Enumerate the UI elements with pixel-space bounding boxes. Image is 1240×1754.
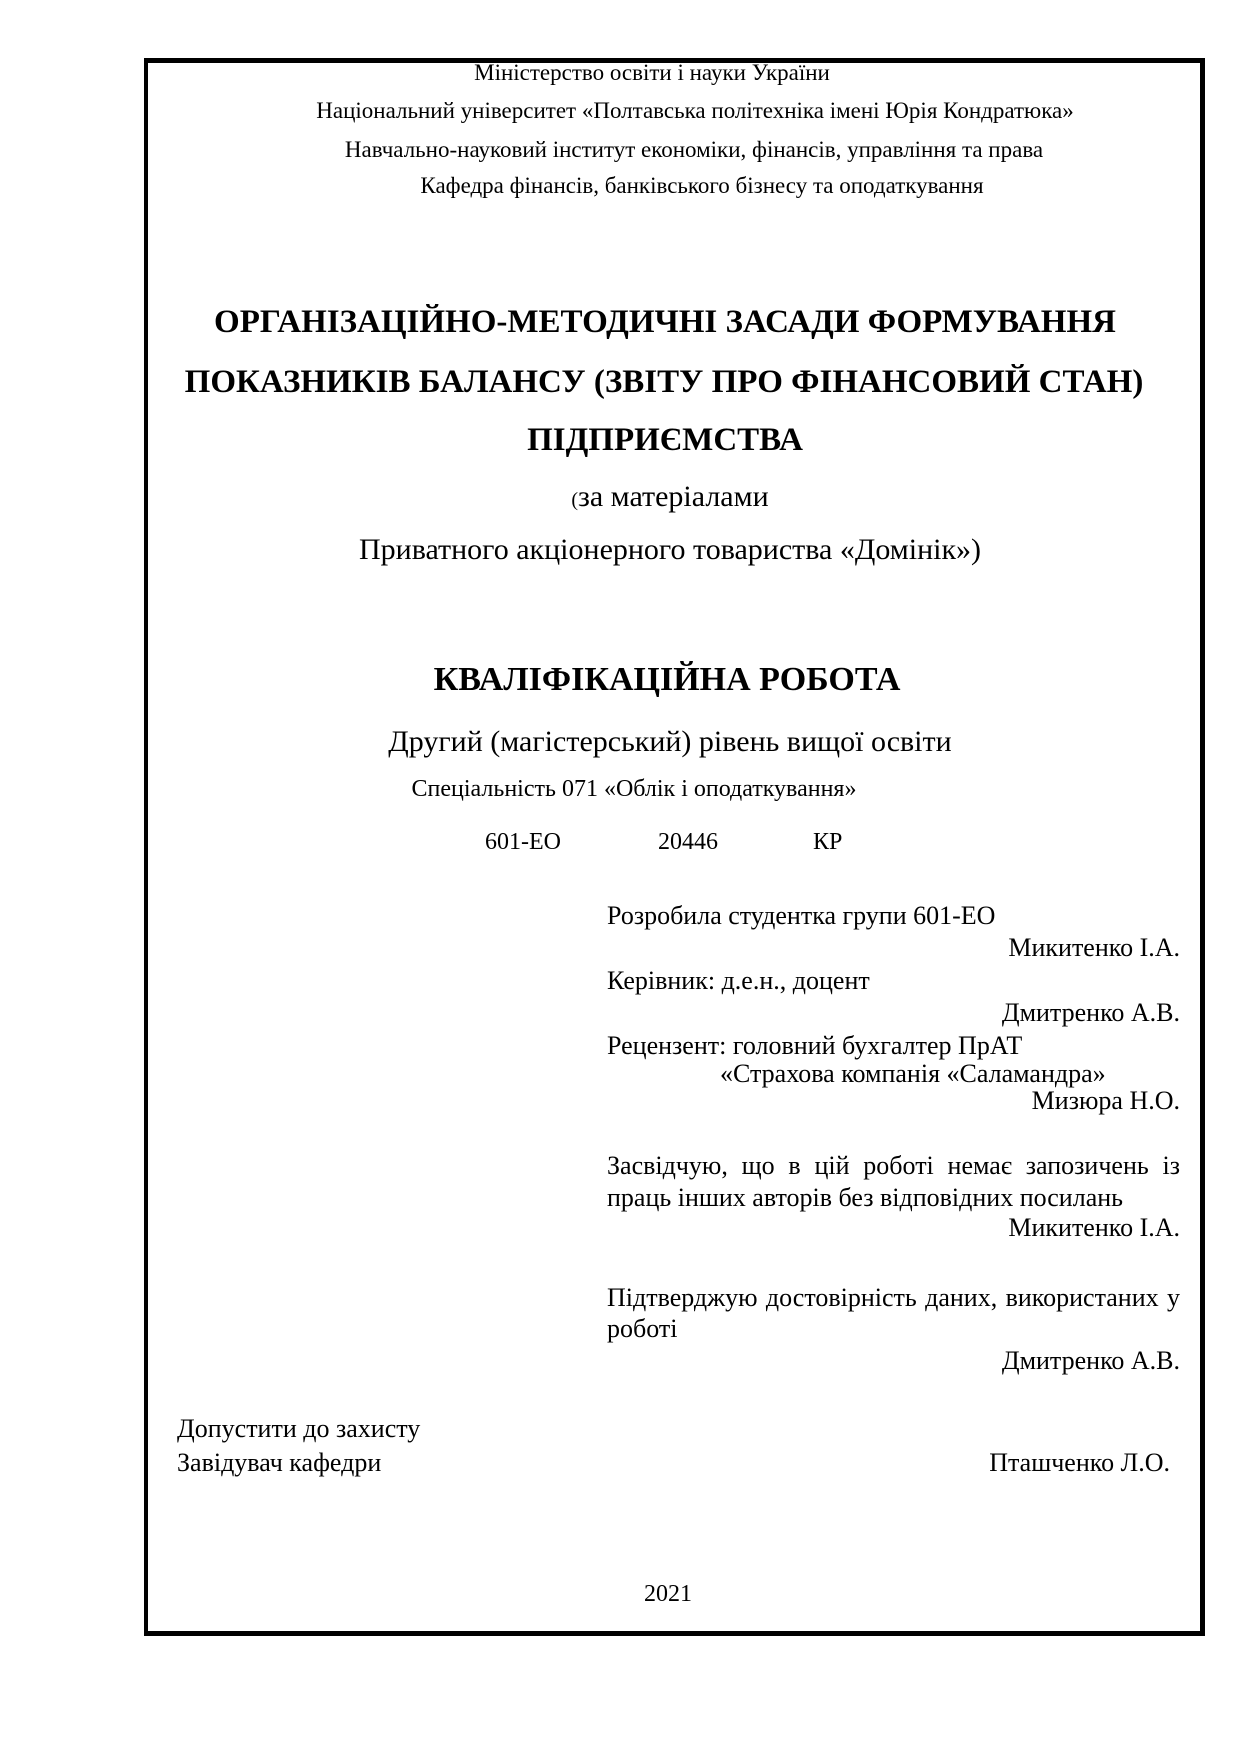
thesis-title-line-2: ПОКАЗНИКІВ БАЛАНСУ (ЗВІТУ ПРО ФІНАНСОВИЙ СТАН) (184, 364, 1144, 400)
work-type-heading: КВАЛІФІКАЦІЙНА РОБОТА (433, 661, 901, 698)
reliability-statement-line-2: роботі (607, 1314, 678, 1343)
reviewer-organization: «Страхова компанія «Саламандра» (720, 1059, 1106, 1088)
developer-name: Микитенко І.А. (1008, 933, 1180, 962)
originality-statement-line-1: Засвідчую, що в цій роботі немає запозичень із (607, 1151, 1180, 1180)
institute-name: Навчально-науковий інститут економіки, фінансів, управління та права (344, 137, 1044, 162)
specialty: Спеціальність 071 «Облік і оподаткування» (411, 776, 857, 802)
materials-paren: ( (571, 489, 579, 511)
code-group: 601-ЕО (485, 829, 561, 855)
year: 2021 (644, 1581, 692, 1607)
admission-label: Допустити до захисту (177, 1414, 421, 1443)
head-of-department-label: Завідувач кафедри (177, 1448, 382, 1477)
reviewer-name: Мизюра Н.О. (1031, 1086, 1180, 1115)
education-level: Другий (магістерський) рівень вищої освіти (388, 725, 952, 758)
materials-text: за матеріалами (578, 480, 769, 513)
ministry-name: Міністерство освіти і науки України (474, 60, 830, 85)
company-line: Приватного акціонерного товариства «Домінік») (358, 533, 982, 566)
originality-statement-line-2: праць інших авторів без відповідних посилань (607, 1183, 1124, 1212)
supervisor-name: Дмитренко А.В. (1001, 998, 1180, 1027)
materials-line (571, 482, 768, 512)
originality-signer: Микитенко І.А. (1008, 1213, 1180, 1242)
thesis-title-line-1: ОРГАНІЗАЦІЙНО-МЕТОДИЧНІ ЗАСАДИ ФОРМУВАННЯ (214, 304, 1116, 340)
head-of-department-name: Пташченко Л.О. (989, 1448, 1170, 1477)
reliability-statement-line-1: Підтверджую достовірність даних, використаних у (607, 1283, 1180, 1312)
reviewer-label: Рецензент: головний бухгалтер ПрАТ (607, 1031, 1023, 1060)
developer-label: Розробила студентка групи 601-ЕО (607, 901, 996, 930)
thesis-title-line-3: ПІДПРИЄМСТВА (527, 422, 803, 458)
supervisor-label: Керівник: д.е.н., доцент (607, 966, 870, 995)
code-number: 20446 (658, 829, 718, 855)
department-name: Кафедра фінансів, банківського бізнесу та оподаткування (420, 173, 984, 198)
university-name: Національний університет «Полтавська політехніка імені Юрія Кондратюка» (316, 98, 1074, 123)
reliability-signer: Дмитренко А.В. (1001, 1346, 1180, 1375)
code-type: КР (813, 829, 843, 855)
